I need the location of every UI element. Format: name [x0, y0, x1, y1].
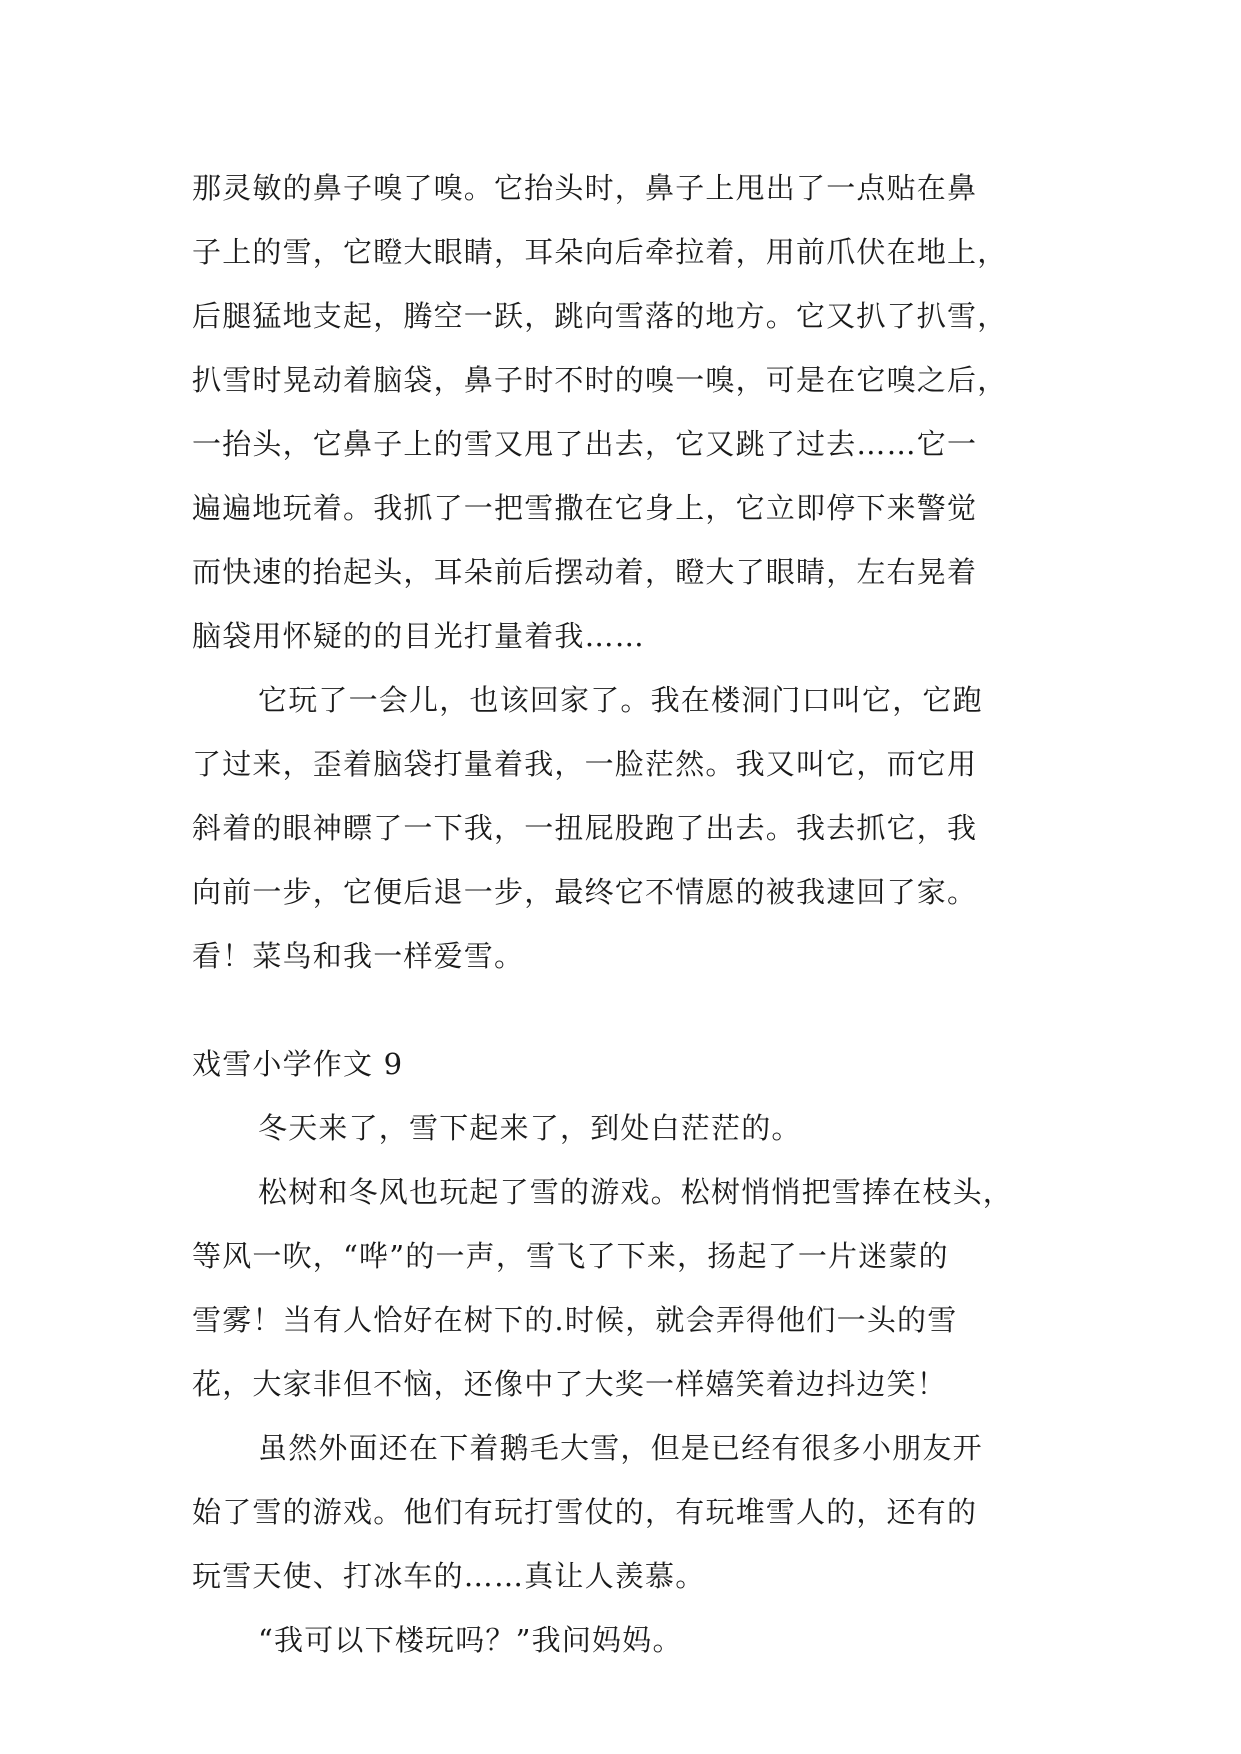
section-title: 戏雪小学作文 9 — [192, 1047, 404, 1081]
text-line: 雪雾！当有人恰好在树下的.时候，就会弄得他们一头的雪 — [192, 1303, 958, 1337]
text-line: 花，大家非但不恼，还像中了大奖一样嬉笑着边抖边笑！ — [192, 1367, 948, 1401]
text-line: 松树和冬风也玩起了雪的游戏。松树悄悄把雪捧在枝头， — [258, 1175, 1014, 1209]
text-line: 遍遍地玩着。我抓了一把雪撒在它身上，它立即停下来警觉 — [192, 491, 978, 525]
text-line: 虽然外面还在下着鹅毛大雪，但是已经有很多小朋友开 — [258, 1431, 983, 1465]
text-line: 玩雪天使、打冰车的……真让人羡慕。 — [192, 1559, 706, 1593]
text-line: 斜着的眼神瞟了一下我，一扭屁股跑了出去。我去抓它，我 — [192, 811, 978, 845]
text-line: 等风一吹，“哗”的一声，雪飞了下来，扬起了一片迷蒙的 — [192, 1239, 949, 1273]
text-line: 子上的雪，它瞪大眼睛，耳朵向后牵拉着，用前爪伏在地上， — [192, 235, 1008, 269]
text-line: 一抬头，它鼻子上的雪又甩了出去，它又跳了过去……它一 — [192, 427, 978, 461]
text-line: 始了雪的游戏。他们有玩打雪仗的，有玩堆雪人的，还有的 — [192, 1495, 978, 1529]
text-line: 看！菜鸟和我一样爱雪。 — [192, 939, 525, 973]
text-line: 而快速的抬起头，耳朵前后摆动着，瞪大了眼睛，左右晃着 — [192, 555, 978, 589]
text-line: 冬天来了，雪下起来了，到处白茫茫的。 — [258, 1111, 802, 1145]
text-line: “我可以下楼玩吗？”我问妈妈。 — [258, 1623, 683, 1657]
text-line: 后腿猛地支起，腾空一跃，跳向雪落的地方。它又扒了扒雪， — [192, 299, 1008, 333]
text-line: 它玩了一会儿，也该回家了。我在楼洞门口叫它，它跑 — [258, 683, 983, 717]
text-line: 向前一步，它便后退一步，最终它不情愿的被我逮回了家。 — [192, 875, 978, 909]
text-line: 那灵敏的鼻子嗅了嗅。它抬头时，鼻子上甩出了一点贴在鼻 — [192, 171, 978, 205]
text-line: 扒雪时晃动着脑袋，鼻子时不时的嗅一嗅，可是在它嗅之后， — [192, 363, 1008, 397]
text-line: 脑袋用怀疑的的目光打量着我…… — [192, 619, 646, 653]
text-line: 了过来，歪着脑袋打量着我，一脸茫然。我又叫它，而它用 — [192, 747, 978, 781]
